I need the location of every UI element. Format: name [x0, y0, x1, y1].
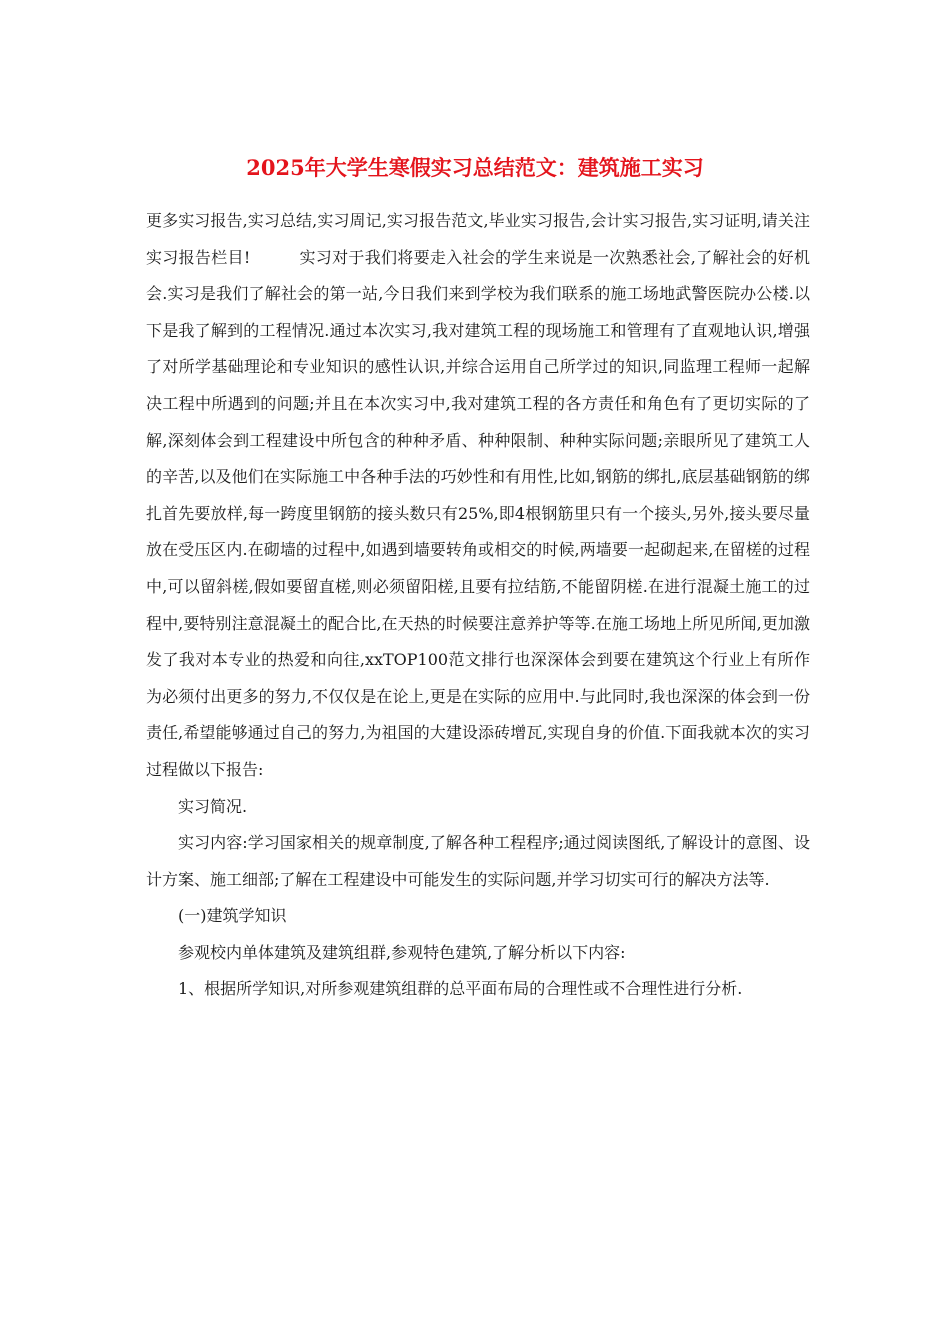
section-heading-architecture: (一)建筑学知识 — [178, 906, 287, 926]
paragraph-internship-content: 实习内容:学习国家相关的规章制度,了解各种工程程序;通过阅读图纸,了解设计的意图、设计方案、施工细部;了解在工程建设中可能发生的实际问题,并学习切实可行的解决方法等. — [146, 833, 810, 889]
list-item-layout-analysis: 1、根据所学知识,对所参观建筑组群的总平面布局的合理性或不合理性进行分析. — [178, 979, 743, 999]
document-body — [146, 203, 810, 1008]
paragraph-intro: 更多实习报告,实习总结,实习周记,实习报告范文,毕业实习报告,会计实习报告,实习证明,请关注实习报告栏目! 实习对于我们将要走入社会的学生来说是一次熟悉社会,了解社会的好机会.实习是我们了解社会的第一站,今日我们来到学校为我们联系的施工场地武警医院办公楼.以下是我了解到的工程情况.通过本次实习,我对建筑工程的现场施工和管理有了直观地认识,增强了对所学基础理论和专业知识的感性认识,并综合运用自己所学过的知识,同监理工程师一起解决工程中所遇到的问题;并且在本次实习中,我对建筑工程的各方责任和角色有了更切实际的了解,深刻体会到工程建设中所包含的种种矛盾、种种限制、种种实际问题;亲眼所见了建筑工人的辛苦,以及他们在实际施工中各种手法的巧妙性和有用性,比如,钢筋的绑扎,底层基础钢筋的绑扎首先要放样,每一跨度里钢筋的接头数只有25%,即4根钢筋里只有一个接头,另外,接头要尽量放在受压区内.在砌墙的过程中,如遇到墙要转角或相交的时候,两墙要一起砌起来,在留槎的过程中,可以留斜槎,假如要留直槎,则必须留阳槎,且要有拉结筋,不能留阴槎.在进行混凝土施工的过程中,要特别注意混凝土的配合比,在天热的时候要注意养护等等.在施工场地上所见所闻,更加激发了我对本专业的热爱和向往,xxTOP100范文排行也深深体会到要在建筑这个行业上有所作为必须付出更多的努力,不仅仅是在论上,更是在实际的应用中.与此同时,我也深深的体会到一份责任,希望能够通过自己的努力,为祖国的大建设添砖增瓦,实现自身的价值.下面我就本次的实习过程做以下报告: — [146, 211, 810, 779]
paragraph-visit-buildings: 参观校内单体建筑及建筑组群,参观特色建筑,了解分析以下内容: — [178, 942, 626, 962]
paragraph-internship-overview: 实习简况. — [178, 796, 248, 816]
document-title: 2025年大学生寒假实习总结范文：建筑施工实习 — [246, 155, 704, 180]
